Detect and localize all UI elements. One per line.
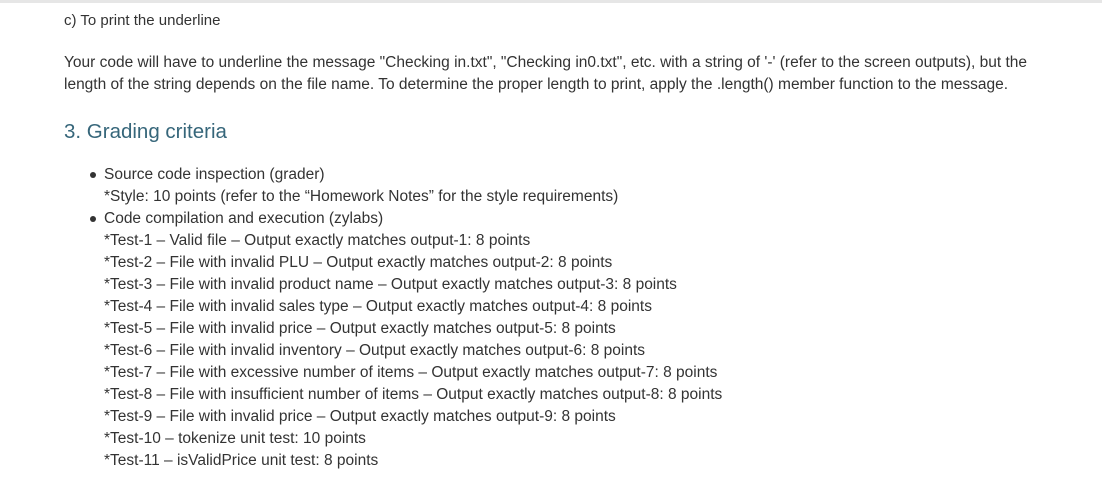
criteria-line: *Test-11 – isValidPrice unit test: 8 points <box>104 452 379 469</box>
paragraph-line: Your code will have to underline the message "Checking in.txt", "Checking in0.txt", etc. with a string of '-' (refer to the screen outputs), but the <box>64 54 1028 71</box>
criteria-title: Code compilation and execution (zylabs) <box>104 210 384 227</box>
criteria-line: *Test-9 – File with invalid price – Output exactly matches output-9: 8 points <box>104 408 616 425</box>
criteria-line: *Test-5 – File with invalid price – Output exactly matches output-5: 8 points <box>104 320 616 337</box>
criteria-line: *Style: 10 points (refer to the “Homework Notes” for the style requirements) <box>104 188 619 205</box>
grading-criteria-list <box>64 164 722 472</box>
criteria-line: *Test-1 – Valid file – Output exactly matches output-1: 8 points <box>104 232 531 249</box>
criteria-line: *Test-6 – File with invalid inventory – Output exactly matches output-6: 8 points <box>104 342 646 359</box>
criteria-line: *Test-2 – File with invalid PLU – Output exactly matches output-2: 8 points <box>104 254 613 271</box>
bullet-icon <box>90 172 96 178</box>
top-divider <box>0 0 1102 3</box>
criteria-line: *Test-3 – File with invalid product name – Output exactly matches output-3: 8 points <box>104 276 677 293</box>
criteria-item-source-inspection <box>64 164 722 208</box>
criteria-line: *Test-8 – File with insufficient number of items – Output exactly matches output-8: 8 points <box>104 386 723 403</box>
criteria-line: *Test-7 – File with excessive number of items – Output exactly matches output-7: 8 points <box>104 364 718 381</box>
criteria-line: *Test-10 – tokenize unit test: 10 points <box>104 430 366 447</box>
criteria-line: *Test-4 – File with invalid sales type – Output exactly matches output-4: 8 points <box>104 298 652 315</box>
underline-paragraph <box>64 52 1054 96</box>
criteria-title: Source code inspection (grader) <box>104 166 325 183</box>
section-title: 3. Grading criteria <box>64 120 227 143</box>
bullet-icon <box>90 216 96 222</box>
subheading: c) To print the underline <box>64 12 221 29</box>
criteria-item-compilation <box>64 208 722 472</box>
paragraph-line: length of the string depends on the file name. To determine the proper length to print, apply the .length() member function to the message. <box>64 76 1009 93</box>
